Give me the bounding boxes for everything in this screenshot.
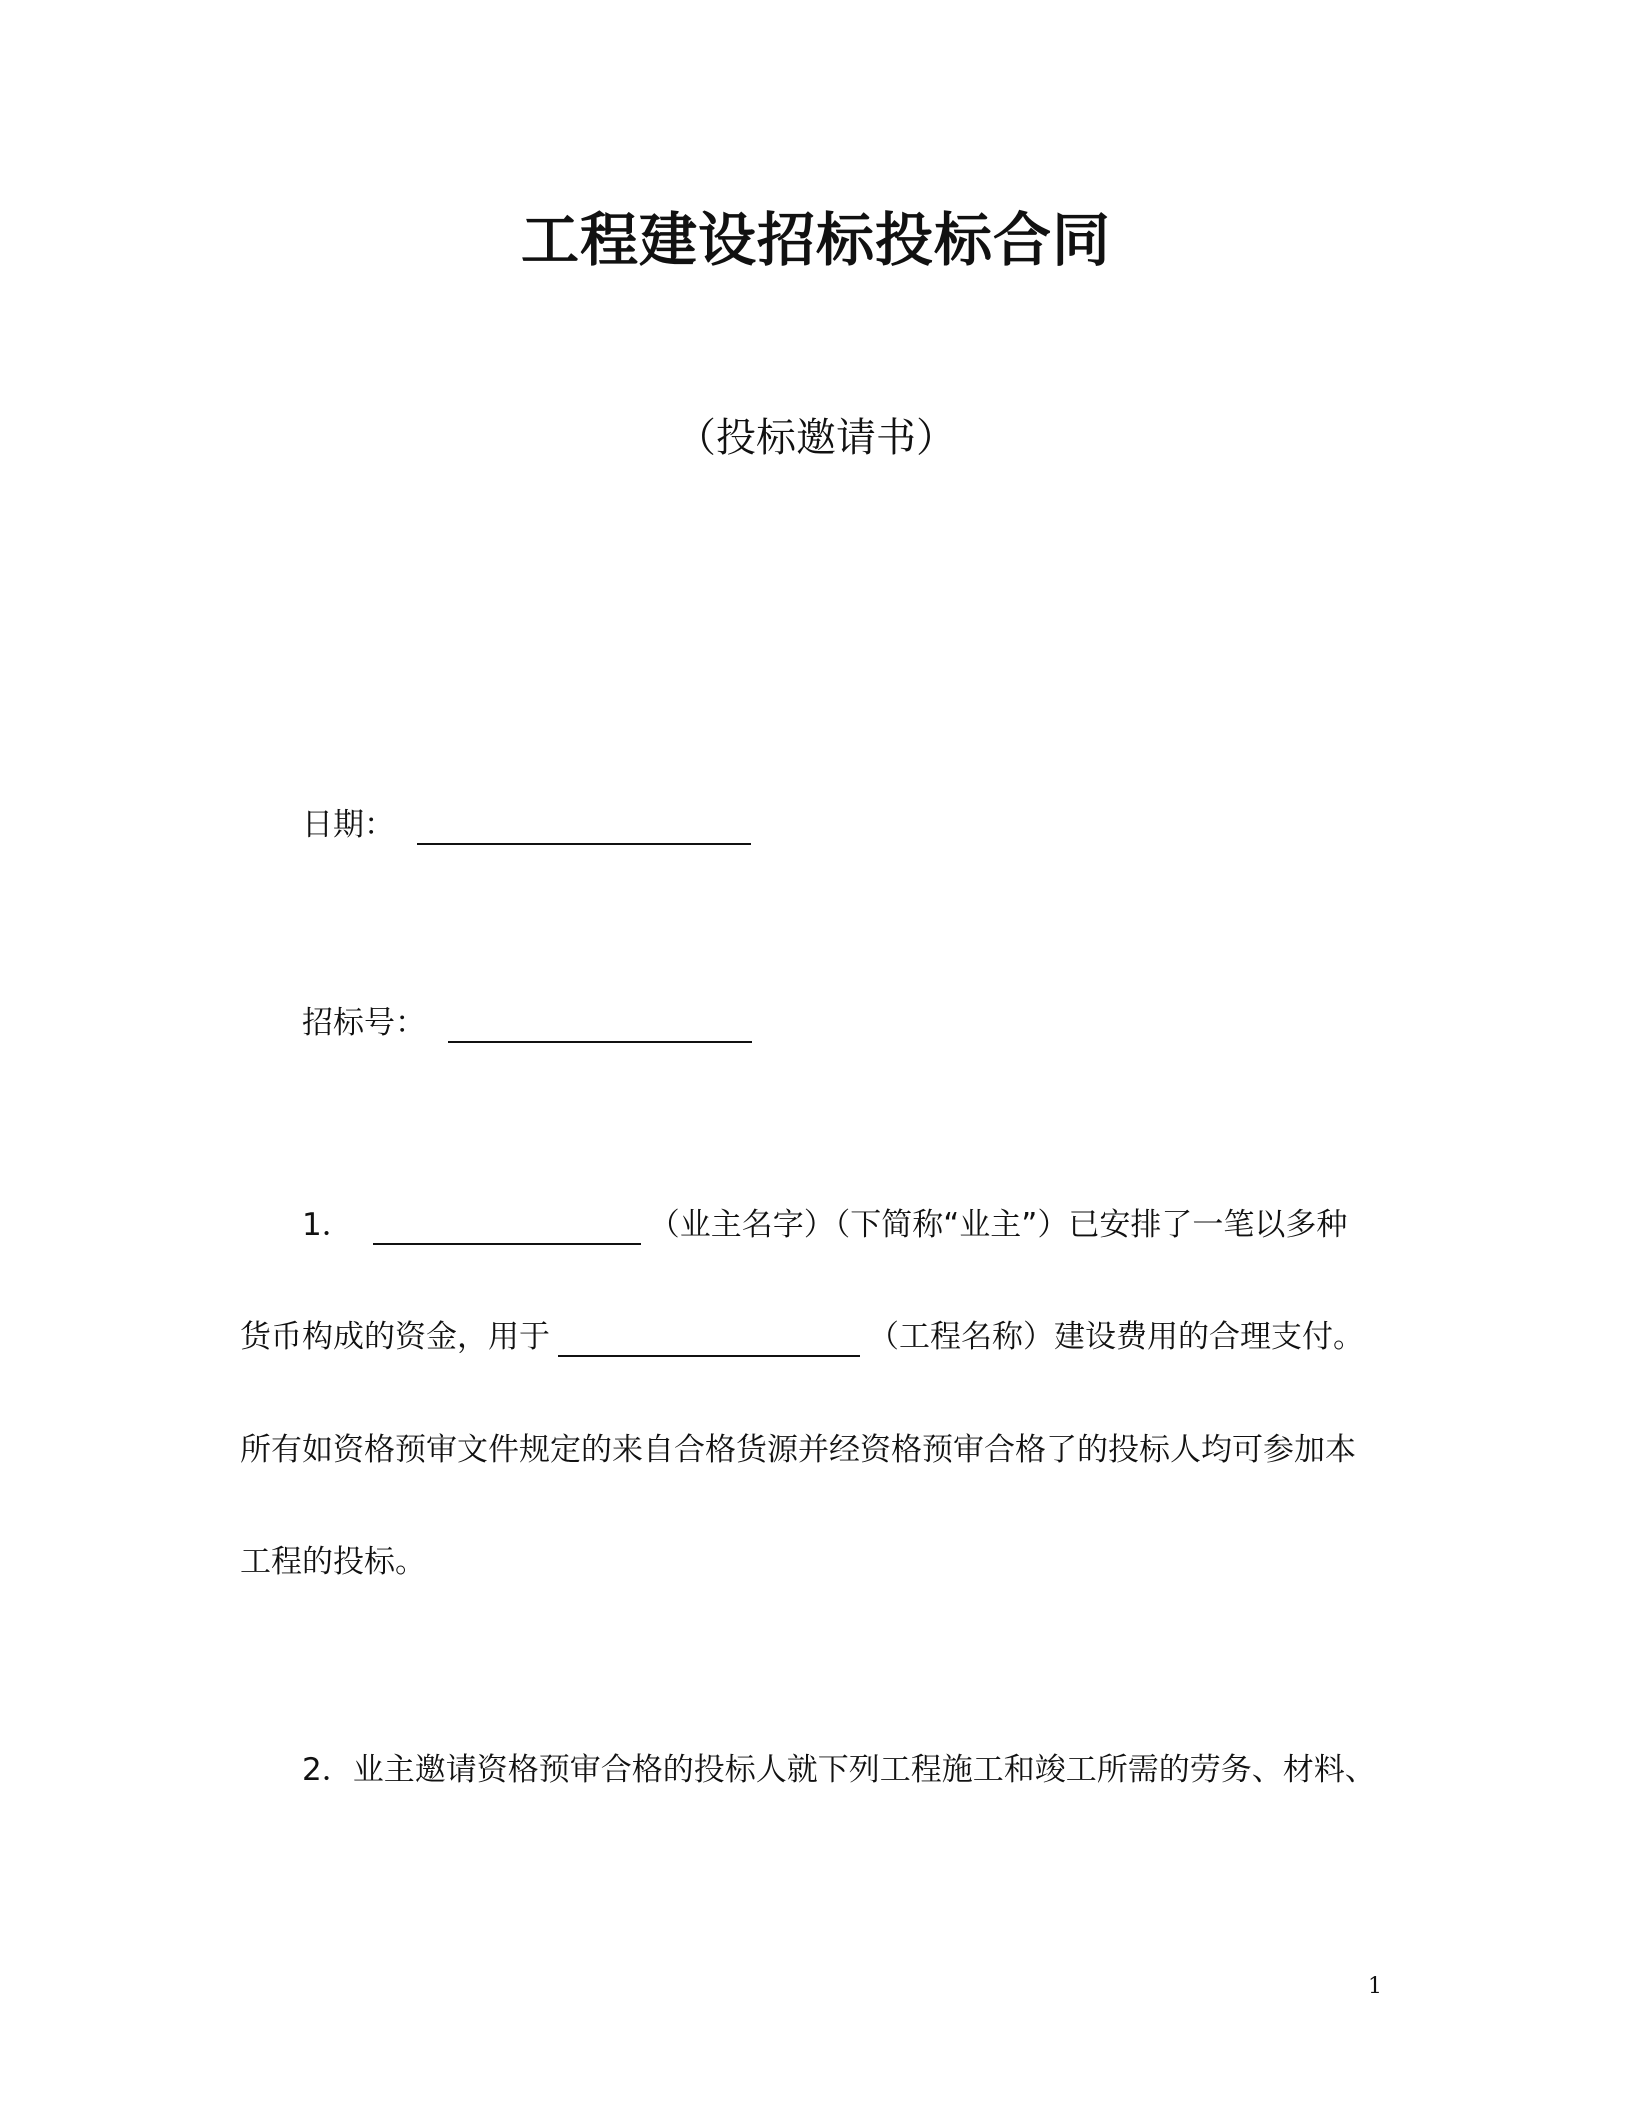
section1-number: 1． bbox=[302, 1207, 353, 1243]
section1-line4-text: 工程的投标。 bbox=[240, 1544, 426, 1580]
section2-line1 bbox=[302, 1750, 1376, 1790]
tender-number-field bbox=[302, 1003, 752, 1043]
section1-line2-text: 货币构成的资金，用于 bbox=[240, 1319, 550, 1355]
section1-line2-suffix: （工程名称）建设费用的合理支付。 bbox=[868, 1319, 1364, 1355]
owner-name-blank[interactable] bbox=[373, 1207, 641, 1245]
date-field bbox=[302, 805, 751, 845]
section2-line1-text: 2．业主邀请资格预审合格的投标人就下列工程施工和竣工所需的劳务、材料、 bbox=[302, 1752, 1376, 1788]
document-title: 工程建设招标投标合同 bbox=[520, 206, 1111, 274]
section1-line2 bbox=[240, 1317, 1364, 1357]
date-label: 日期： bbox=[302, 807, 395, 843]
section1-line1 bbox=[302, 1205, 1347, 1245]
section1-line3 bbox=[240, 1430, 1356, 1470]
tender-number-blank[interactable] bbox=[448, 1005, 752, 1043]
section1-line4 bbox=[240, 1542, 426, 1582]
tender-number-label: 招标号： bbox=[302, 1005, 426, 1041]
section1-line1-text: （业主名字）（下简称“业主”）已安排了一笔以多种 bbox=[648, 1207, 1348, 1243]
section1-line3-text: 所有如资格预审文件规定的来自合格货源并经资格预审合格了的投标人均可参加本 bbox=[240, 1432, 1356, 1468]
document-subtitle: （投标邀请书） bbox=[676, 415, 956, 461]
page-number: 1 bbox=[1368, 1974, 1382, 1999]
project-name-blank[interactable] bbox=[558, 1319, 860, 1357]
date-blank[interactable] bbox=[417, 807, 751, 845]
